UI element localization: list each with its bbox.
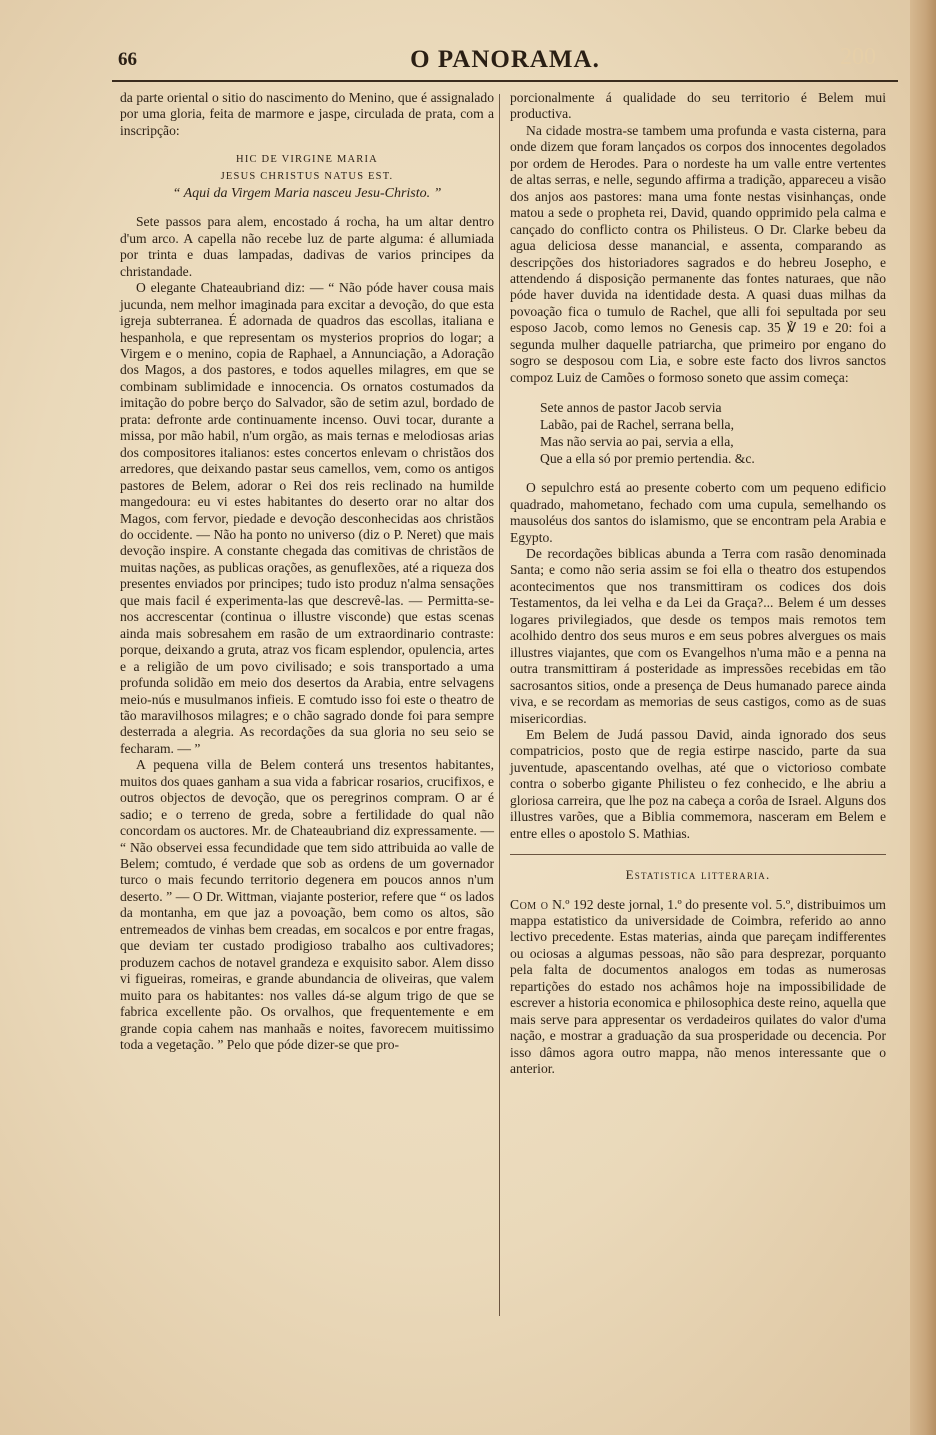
paragraph: Sete passos para alem, encostado á rocha, ha um altar dentro d'um arco. A capella não recebe luz de parte alguma: é allumiada por trinta e duas lampadas, dadivas de varios principes da christandade. [120, 214, 494, 279]
inscription [120, 151, 494, 202]
paragraph: De recordações biblicas abunda a Terra com rasão denominada Santa; e como não seria assim se foi ella o theatro dos estupendos acontecimentos que nos transmittiram os codices dos dois Testamentos, da lei velha e da Lei da Graça?... Belem é um desses logares privilegiados, que desde os tempos mais remotos tem acolhido dentro dos seus muros e em seus pobres alvergues os mais illustres viajantes, que com os Evangelhos n'uma mão e a penna na outra transmittiram á posteridade as impressões recebidas em tão sacrosantos sitios, onde a presença de Deus humanado parece ainda viva, e se recordam as memorias de seus castigos, como as de suas misericordias. [510, 545, 886, 726]
page-edge [910, 0, 936, 1435]
paragraph [510, 897, 886, 1078]
inscription-line: JESUS CHRISTUS NATUS EST. [220, 171, 394, 183]
sonnet-excerpt [540, 399, 886, 467]
section-title-text: Estatistica litteraria. [625, 867, 771, 883]
lead-words: Com o [510, 896, 549, 912]
column-divider [499, 94, 500, 1316]
section-title [510, 854, 886, 884]
verse-line: Labão, pai de Rachel, serrana bella, [540, 417, 734, 433]
page-header [112, 44, 898, 82]
right-column [510, 90, 886, 1078]
verse-line: Sete annos de pastor Jacob servia [540, 400, 722, 416]
paragraph: O sepulchro está ao presente coberto com um pequeno edificio quadrado, mahometano, fechado com uma cupula, semelhando os mausoléus dos santos do islamismo, que se encontram pela Arabia e Egypto. [510, 480, 886, 545]
paragraph: da parte oriental o sitio do nascimento do Menino, que é assignalado por uma gloria, feita de marmore e jaspe, circulada de prata, com a inscripção: [120, 90, 494, 138]
masthead-title: O PANORAMA. [410, 46, 600, 73]
verse-line: Mas não servia ao pai, servia a ella, [540, 434, 734, 450]
verse-line: Que a ella só por premio pertendia. &c. [540, 451, 755, 467]
paragraph: Em Belem de Judá passou David, ainda ignorado dos seus compatricios, posto que de regia estirpe nascido, parte da sua juventude, apascentando ovelhas, até que o victorioso combate contra o soberbo gigante Philisteu o fez conhecido, e lhe abriu a gloriosa carreira, que lhe poz na cabeça a corôa de Israel. Alguns dos illustres varões, que a Biblia commemora, nasceram em Belem e entre elles o apostolo S. Mathias. [510, 726, 886, 841]
page-number: 66 [118, 49, 137, 70]
bleed-through-number: 200 [840, 44, 876, 70]
inscription-line: HIC DE VIRGINE MARIA [236, 154, 378, 166]
paragraph-body: N.º 192 deste jornal, 1.º do presente vol. 5.º, distribuimos um mappa estatistico da universidade de Coimbra, referido ao anno lectivo precedente. Estas materias, ainda que pareçam indifferentes ou ociosas a algumas pessoas, não são para desprezar, porquanto pela falta de documentos analogos em todas as numerosas repartições do estado nos achâmos hoje na impossibilidade de escrever a historia economica e philosophica deste reino, aquella que mais serve para appresentar os verdadeiros quilates do valor d'uma nação, e mostrar a graduação da sua prosperidade ou decencia. Por isso dâmos agora outro mappa, não menos interessante que o anterior. [510, 896, 887, 1077]
paragraph: porcionalmente á qualidade do seu territorio é Belem mui productiva. [510, 90, 886, 122]
paragraph: O elegante Chateaubriand diz: — “ Não póde haver cousa mais jucunda, nem melhor imaginada para excitar a devoção, do que esta igreja subterranea. É adornada de quadros das escollas, italiana e hespanhola, e que representam os mysterios proprios do logar; a Virgem e o menino, copia de Raphael, a Annunciação, a Adoração dos Magos, a dos pastores, e todos aquelles milagres, em que se combinam sublimidade e innocencia. Os ornatos costumados da imitação do pobre berço do Salvador, são de setim azul, bordado de prata: defronte arde continuamente incenso. Ouvi tocar, durante a missa, por mão habil, n'um orgão, as mais ternas e melodiosas arias dos compositores italianos: estes concertos enlevam o christãos dos arredores, que deixando pastar seus camellos, vem, como os antigos pastores de Belem, adorar o Rei dos reis reclinado na humilde mangedoura: eu vi estes habitantes do deserto orar no altar dos Magos, com fervor, piedade e devoção desconhecidas aos christãos do occidente. — Não ha ponto no universo (diz o P. Neret) que mais devoção inspire. A constante chegada das comitivas de christãos de muitas nações, as publicas orações, as genuflexões, até a riqueza dos presentes enviados por principes; tudo isto produz n'alma sensações que mais facil é experimenta-las que descrevê-las. — Permitta-se-nos accrescentar (continua o illustre visconde) que estas scenas ainda mais sobresahem em rasão de um extraordinario contraste: porque, deixando a gruta, atraz vos ficam esplendor, opulencia, artes e a religião de um povo civilisado; e sois transportado a uma profunda solidão em meio dos desertos da Arabia, entre selvagens meio-nús e musulmanos infieis. E comtudo isso foi este o theatro de tão maravilhosos milagres; e o chão sagrado donde foi para sempre desterrada a alegria. As recordações da sua gloria no seu seio se fecharam. — ” [120, 280, 494, 756]
paragraph: Na cidade mostra-se tambem uma profunda e vasta cisterna, para onde dizem que foram lançados os corpos dos innocentes degolados por ordem de Herodes. Para o nordeste ha um valle entre vertentes de altas serras, e nelle, segundo affirma a tradição, appareceu a visão dos anjos aos pastores: mana uma fonte nestas visinhanças, onde matou a sede o propheta rei, David, quando opprimido pela calma e cançado do conflicto contra os Philisteus. O Dr. Clarke bebeu da agua deliciosa desse manancial, e assenta, comparando as descripções dos historiadores sagrados e do hebreu Josepho, e attendendo á disposição permanente das fontes naturaes, que não póde haver duvida na identidade desta. A quasi duas milhas da povoação fica o tumulo de Rachel, que alli foi sepultada por seu esposo Jacob, como lemos no Genesis cap. 35 ℣ 19 e 20: foi a segunda mulher daquelle patriarcha, que primeiro por engano do sogro se desposou com Lia, e sobre este facto dos livros sanctos compoz Luiz de Camões o formoso soneto que assim começa: [510, 122, 886, 385]
inscription-translation: “ Aqui da Virgem Maria nasceu Jesu-Christo. ” [172, 186, 442, 202]
paragraph: A pequena villa de Belem conterá uns tresentos habitantes, muitos dos quaes ganham a sua vida a fabricar rosarios, crucifixos, e outros objectos de devoção, que os peregrinos compram. O ar é sadio; e o terreno de greda, sobre a fertilidade do qual não concordam os auctores. Mr. de Chateaubriand diz expressamente. — “ Não observei essa fecundidade que tem sido attribuida ao valle de Belem; comtudo, é verdade que sob as ordens de um governador turco o mais fecundo territorio degenera em poucos annos n'um deserto. ” — O Dr. Wittman, viajante posterior, refere que “ os lados da montanha, em que jaz a povoação, bem como os altos, são entremeados de vinhas bem creadas, em socalcos e por entre fragas, que deviam ter custado prodigioso trabalho aos cultivadores; produzem cachos de notavel grandeza e exquisito sabor. Alem disso vi figueiras, romeiras, e grande abundancia de oliveiras, que valem muito para os habitantes: nos valles dá-se algum trigo de que se fabrica excellente pão. Os orvalhos, que frequentemente e em grande copia cahem nas manhaãs e noites, favorecem muitissimo toda a vegetação. ” Pelo que póde dizer-se que pro- [120, 757, 494, 1053]
left-column [120, 90, 494, 1053]
